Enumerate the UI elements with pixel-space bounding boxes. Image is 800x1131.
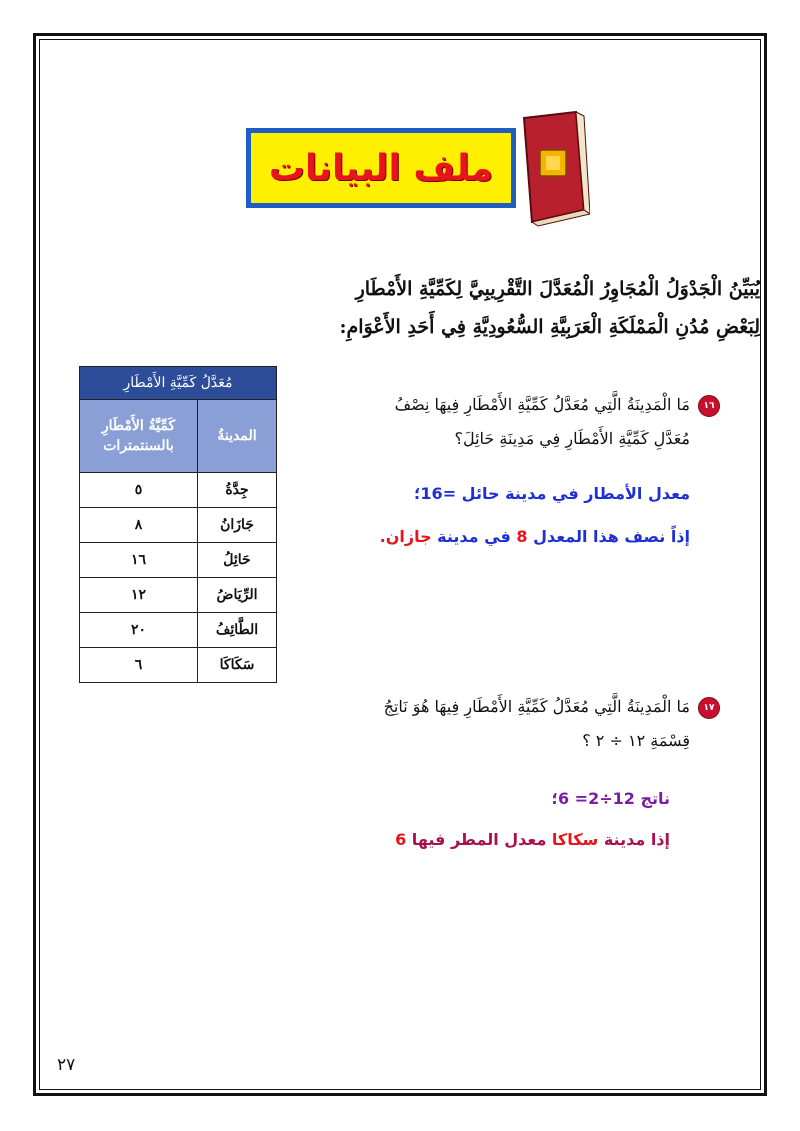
title-banner-fill <box>251 133 511 203</box>
question-17 <box>320 690 690 758</box>
city-cell: جِدَّةُ <box>198 473 277 508</box>
table-row <box>80 613 277 648</box>
city-cell: الرِّيَاضُ <box>198 578 277 613</box>
rainfall-cell: ١٢ <box>80 578 198 613</box>
question-16 <box>320 388 690 456</box>
answer-17-text-a: إذا مدينة <box>598 830 670 849</box>
answer-16-number: 8 <box>516 527 528 546</box>
answer-16-text-b: في مدينة <box>431 527 517 546</box>
city-cell: جَازَانُ <box>198 508 277 543</box>
rainfall-cell: ٢٠ <box>80 613 198 648</box>
answer-17-line-1: ناتج 12÷2= 6؛ <box>551 789 670 808</box>
answer-16-city: جازان. <box>379 527 432 546</box>
column-header-city: المدينةُ <box>198 400 277 473</box>
question-17-line-2: قِسْمَةِ ١٢ ÷ ٢ ؟ <box>582 731 690 750</box>
table-row <box>80 648 277 683</box>
rainfall-table <box>79 366 277 683</box>
question-17-line-1: مَا الْمَدِينَةُ الَّتِي مُعَدَّلُ كَمِّيَّةِ الأَمْطَارِ فِيهَا هُوَ نَاتِجُ <box>383 697 690 716</box>
answer-17-number: 6 <box>395 830 407 849</box>
answer-17-line-2 <box>320 830 670 849</box>
table-row <box>80 578 277 613</box>
answer-17-city: سكاكا <box>551 830 599 849</box>
city-cell: سَكَاكَا <box>198 648 277 683</box>
intro-paragraph <box>330 270 760 346</box>
column-header-rainfall: كَمِّيَّةُ الأَمْطَارِ بالسنتمترات <box>80 400 198 473</box>
page-number: ٢٧ <box>57 1055 76 1075</box>
question-16-line-2: مُعَدَّلِ كَمِّيَّةِ الأَمْطَارِ فِي مَدِينَةِ حَائِلَ؟ <box>454 429 690 448</box>
intro-line-2: لِبَعْضِ مُدُنِ الْمَمْلَكَةِ الْعَرَبِيَّةِ السُّعُودِيَّةِ فِي أَحَدِ الأَعْوَامِ: <box>339 316 760 338</box>
book-icon <box>510 110 590 228</box>
answer-16-line-2 <box>320 527 690 546</box>
question-16-badge: ١٦ <box>698 395 720 417</box>
table-row <box>80 473 277 508</box>
answer-17-text-b: معدل المطر فيها <box>406 830 552 849</box>
page-title: ملف البيانات <box>268 147 494 189</box>
title-banner <box>246 128 516 208</box>
question-16-line-1: مَا الْمَدِينَةُ الَّتِي مُعَدَّلُ كَمِّيَّةِ الأَمْطَارِ فِيهَا نِصْفُ <box>394 395 690 414</box>
rainfall-cell: ٦ <box>80 648 198 683</box>
answer-16-text-a: إذاً نصف هذا المعدل <box>527 527 690 546</box>
table-row <box>80 543 277 578</box>
rainfall-cell: ١٦ <box>80 543 198 578</box>
city-cell: الطَّائِفُ <box>198 613 277 648</box>
city-cell: حَائِلُ <box>198 543 277 578</box>
question-17-badge: ١٧ <box>698 697 720 719</box>
rainfall-cell: ٨ <box>80 508 198 543</box>
rainfall-cell: ٥ <box>80 473 198 508</box>
intro-line-1: يُبَيِّنُ الْجَدْوَلُ الْمُجَاوِرُ الْمُعَدَّلَ التَّقْرِيبِيَّ لِكَمِّيَّةِ الأَمْطَارِ <box>355 278 760 300</box>
answer-16-line-1: معدل الأمطار في مدينة حائل =16؛ <box>414 484 690 503</box>
table-title: مُعَدَّلُ كَمِّيَّةِ الأَمْطَارِ <box>80 367 277 400</box>
table-row <box>80 508 277 543</box>
